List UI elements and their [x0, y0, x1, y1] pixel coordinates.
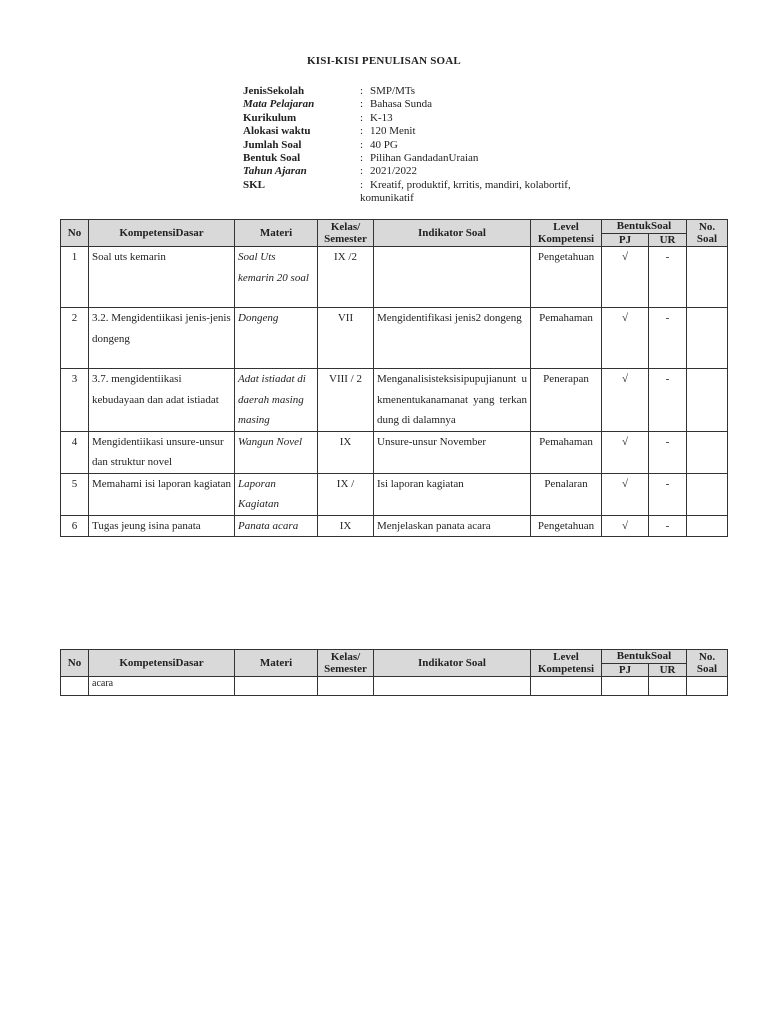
table-row — [61, 369, 728, 432]
header-indikator-soal: Indikator Soal — [374, 650, 531, 677]
table-row — [61, 308, 728, 369]
kisi-kisi-table — [60, 219, 728, 537]
cell-kompetensi-dasar: Mengidentiikasi unsure-unsur dan struktur novel — [89, 431, 235, 473]
header-kelas-semester: Kelas/ Semester — [318, 220, 374, 247]
cell-pj: √ — [602, 515, 649, 537]
cell-no-soal — [687, 473, 728, 515]
info-label: Alokasi waktu — [243, 125, 311, 138]
cell-level: Penerapan — [531, 369, 602, 432]
cell-level: Pengetahuan — [531, 515, 602, 537]
header-no-soal: No. Soal — [687, 650, 728, 677]
info-label: Mata Pelajaran — [243, 98, 315, 111]
header-no: No — [61, 650, 89, 677]
header-no-soal: No. Soal — [687, 220, 728, 247]
header-no: No — [61, 220, 89, 247]
info-value: Bahasa Sunda — [370, 98, 433, 111]
cell-indikator: Mengidentifikasi jenis2 dongeng — [374, 308, 531, 369]
cell-level: Pemahaman — [531, 431, 602, 473]
info-value: SMP/MTs — [370, 85, 416, 97]
info-block — [243, 85, 600, 206]
header-level-kompetensi: Level Kompetensi — [531, 650, 602, 677]
cell-level: Penalaran — [531, 473, 602, 515]
cell-ur: - — [649, 369, 687, 432]
document-title: KISI-KISI PENULISAN SOAL — [307, 55, 461, 67]
header-ur: UR — [649, 663, 687, 677]
cell-no: 2 — [61, 308, 89, 369]
info-value: komunikatif — [360, 192, 414, 205]
cell-level: Pengetahuan — [531, 247, 602, 308]
table-row — [61, 431, 728, 473]
cell-materi: Adat istiadat di daerah masing masing — [235, 369, 318, 432]
cell-indikator: Unsure-unsur November — [374, 431, 531, 473]
info-value: 2021/2022 — [370, 165, 418, 178]
cell-no-soal — [687, 431, 728, 473]
cell-ur: - — [649, 473, 687, 515]
cell-ur: - — [649, 247, 687, 308]
info-value: 40 PG — [370, 138, 398, 151]
cell-no-soal — [687, 515, 728, 537]
header-kelas-semester: Kelas/ Semester — [318, 650, 374, 677]
cell-no-soal — [687, 308, 728, 369]
cell-pj: √ — [602, 473, 649, 515]
table-row — [61, 677, 728, 696]
cell-ur: - — [649, 515, 687, 537]
info-label: JenisSekolah — [243, 85, 305, 97]
cell-no-soal — [687, 369, 728, 432]
header-materi: Materi — [235, 650, 318, 677]
cell-no: 6 — [61, 515, 89, 537]
info-label: SKL — [243, 178, 266, 191]
cell-materi: Soal Uts kemarin 20 soal — [235, 247, 318, 308]
cell-pj: √ — [602, 247, 649, 308]
cell-kompetensi-dasar: Soal uts kemarin — [89, 247, 235, 308]
table-row — [61, 473, 728, 515]
cell-no — [61, 677, 89, 696]
cell-indikator — [374, 677, 531, 696]
info-row-alokasi-waktu: Alokasi waktu : 120 Menit — [243, 125, 600, 138]
info-row-tahun-ajaran: Tahun Ajaran : 2021/2022 — [243, 165, 600, 178]
cell-materi — [235, 677, 318, 696]
cell-kelas: VIII / 2 — [318, 369, 374, 432]
info-row-jumlah-soal: Jumlah Soal : 40 PG — [243, 139, 600, 152]
cell-indikator: Menganalisisteksisipupujianunt ukmenentukanamanat yang terkandung di dalamnya — [374, 369, 531, 432]
cell-kompetensi-dasar: 3.2. Mengidentiikasi jenis-jenis dongeng — [89, 308, 235, 369]
cell-ur: - — [649, 308, 687, 369]
table-row — [61, 515, 728, 537]
info-label: Tahun Ajaran — [243, 165, 307, 178]
header-pj: PJ — [602, 233, 649, 247]
cell-no-soal — [687, 677, 728, 696]
header-bentuk-soal: BentukSoal — [602, 220, 687, 234]
cell-kelas: IX — [318, 515, 374, 537]
cell-kelas — [318, 677, 374, 696]
cell-kompetensi-dasar: acara — [89, 677, 235, 696]
cell-ur: - — [649, 431, 687, 473]
cell-indikator: Menjelaskan panata acara — [374, 515, 531, 537]
info-value: Pilihan GandadanUraian — [370, 152, 479, 165]
header-kompetensi-dasar: KompetensiDasar — [89, 220, 235, 247]
info-label: Bentuk Soal — [243, 152, 301, 165]
info-value: 120 Menit — [370, 125, 416, 138]
cell-kelas: IX /2 — [318, 247, 374, 308]
info-value: Kreatif, produktif, krritis, mandiri, kolabortif, — [370, 178, 571, 191]
kisi-kisi-table-continued — [60, 649, 728, 696]
info-label: Kurikulum — [243, 111, 297, 124]
header-level-kompetensi: Level Kompetensi — [531, 220, 602, 247]
cell-indikator: Isi laporan kagiatan — [374, 473, 531, 515]
header-bentuk-soal: BentukSoal — [602, 650, 687, 664]
cell-no: 3 — [61, 369, 89, 432]
cell-pj: √ — [602, 431, 649, 473]
cell-materi: Panata acara — [235, 515, 318, 537]
info-row-skl-continued — [243, 192, 600, 205]
cell-pj — [602, 677, 649, 696]
cell-kompetensi-dasar: Tugas jeung isina panata — [89, 515, 235, 537]
header-kompetensi-dasar: KompetensiDasar — [89, 650, 235, 677]
table-header-row — [61, 220, 728, 234]
cell-kelas: IX — [318, 431, 374, 473]
cell-no: 5 — [61, 473, 89, 515]
cell-materi: Laporan Kagiatan — [235, 473, 318, 515]
header-ur: UR — [649, 233, 687, 247]
cell-no-soal — [687, 247, 728, 308]
info-row-bentuk-soal: Bentuk Soal : Pilihan GandadanUraian — [243, 152, 600, 165]
cell-level — [531, 677, 602, 696]
table-row — [61, 247, 728, 308]
cell-pj: √ — [602, 369, 649, 432]
cell-kompetensi-dasar: Memahami isi laporan kagiatan — [89, 473, 235, 515]
info-label: Jumlah Soal — [243, 138, 302, 151]
cell-materi: Dongeng — [235, 308, 318, 369]
cell-kompetensi-dasar: 3.7. mengidentiikasi kebudayaan dan adat istiadat — [89, 369, 235, 432]
cell-pj: √ — [602, 308, 649, 369]
table-header-row — [61, 650, 728, 664]
cell-indikator — [374, 247, 531, 308]
info-row-kurikulum: Kurikulum : K-13 — [243, 112, 600, 125]
header-indikator-soal: Indikator Soal — [374, 220, 531, 247]
info-row-jenis-sekolah: JenisSekolah : SMP/MTs — [243, 85, 600, 98]
cell-no: 4 — [61, 431, 89, 473]
header-materi: Materi — [235, 220, 318, 247]
header-pj: PJ — [602, 663, 649, 677]
cell-kelas: VII — [318, 308, 374, 369]
info-row-skl: SKL : Kreatif, produktif, krritis, mandiri, kolabortif, — [243, 179, 600, 192]
info-value: K-13 — [370, 111, 393, 124]
cell-ur — [649, 677, 687, 696]
cell-kelas: IX / — [318, 473, 374, 515]
info-row-mata-pelajaran: Mata Pelajaran : Bahasa Sunda — [243, 98, 600, 111]
cell-no: 1 — [61, 247, 89, 308]
cell-materi: Wangun Novel — [235, 431, 318, 473]
cell-level: Pemahaman — [531, 308, 602, 369]
